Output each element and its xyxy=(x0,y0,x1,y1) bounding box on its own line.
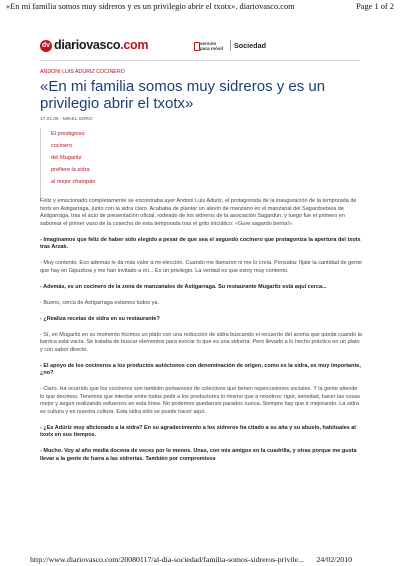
interview-question: - Imaginamos que feliz de haber sido elegido a pesar de que sea el segundo cocinero que protagoniza la apertura del txotx tras Arzak. xyxy=(40,236,361,250)
site-logo-icon[interactable]: dv xyxy=(40,40,52,52)
interview-answer: - Claro. Ha ocurrido que los cocineros son también portavoces de colectivos que tienen repercusiones sociales. Y la gente atiende lo que decimos. Tenemos que intentar entre todos pedir a los productores lo mismo que a nosotros: rigor, seriedad, hacer las cosas mejor y seguir realizando esfuerzos en esta línea. No podemos quedarnos parados nunca. Siempre hay que ir mejorando. La sidra es cultura y es nuestra cultura. Esta sidra sólo se puede hacer aquí. xyxy=(40,386,360,415)
pull-quote xyxy=(40,128,113,200)
pull-quote-line: cocinero xyxy=(51,143,73,149)
site-logo[interactable] xyxy=(54,38,148,52)
mobile-line-1: versión xyxy=(200,41,217,46)
pull-quote-line: prefiere la sidra xyxy=(51,167,90,173)
article-headline: «En mi familia somos muy sidreros y es un privilegio abrir el txotx» xyxy=(40,78,326,112)
interview-question: - ¿Realiza recetas de sidra en su restaurante? xyxy=(40,315,160,322)
article-body xyxy=(40,198,362,472)
phone-icon xyxy=(194,42,200,51)
pull-quote-line: del Mugaritz xyxy=(51,155,82,161)
article-kicker: ANDONI LUIS ADURIZ COCINERO xyxy=(40,69,125,75)
interview-answer: - Muy contento. Eso además le da más valor a mi elección. Cuando me llamaron ni me lo creía. Pensaba: fíjate la cantidad de gente que hay en Gipuzkoa y me han invitado a mí... Es un privilegio. La verdad es que estoy muy contento. xyxy=(40,260,362,274)
interview-question: - ¿Es Adúriz muy aficionado a la sidra? En su agradecimiento a los sidreros ha citado a su aita y su abuelo, habituales al txotx en sus tiempos. xyxy=(40,424,356,438)
interview-question: - Además, es un cocinero de la zona de manzanales de Astigarraga. Su restaurante Mugaritz está aquí cerca... xyxy=(40,283,327,290)
print-footer xyxy=(0,555,400,566)
mobile-line-2: para móvil xyxy=(200,46,223,51)
interview-answer: - Sí, en Mugaritz en su momento hicimos un plato con una reducción de sidra buscando el recuerdo del aroma que queda cuando la barrica está vacía. Se trataba de buscar elementos para evocar lo que es una sidrería. Pero llevado a lo hecho práctico en un plato y con sabor directo. xyxy=(40,331,362,353)
mobile-version-link[interactable] xyxy=(200,41,223,51)
site-header xyxy=(40,38,360,58)
interview-answer: - Mucho. Voy al año media docena de veces por lo menos. Unas, con mis amigos en la cuadrilla, y otras porque me gusta llevar a la gente de fuera a las sidrerías. También por compromisos xyxy=(40,448,357,462)
pull-quote-line: al mejor champán xyxy=(51,179,96,185)
section-divider xyxy=(230,40,231,51)
print-page-number: Page 1 of 2 xyxy=(356,2,394,11)
print-page-title: «En mi familia somos muy sidreros y es un privilegio abrir el txotx». diariovasco.com xyxy=(6,2,295,11)
interview-question: - El apoyo de los cocineros a los productos autóctonos con denominación de origen, como es la sidra, es muy importante, ¿no? xyxy=(40,362,361,376)
pull-quote-line: El prestigioso xyxy=(51,131,85,137)
section-label[interactable]: Sociedad xyxy=(234,41,266,50)
logo-domain: .com xyxy=(120,38,149,52)
header-divider xyxy=(40,60,360,61)
print-date: 24/02/2010 xyxy=(316,555,352,564)
print-header xyxy=(0,0,400,14)
print-url: http://www.diariovasco.com/20080117/al-dia-sociedad/familia-somos-sidreros-privile... xyxy=(30,555,304,564)
interview-answer: - Bueno, cerca de Astigarraga estamos todos ya. xyxy=(40,299,159,306)
logo-name: diariovasco xyxy=(54,38,121,52)
article-paragraph: Feliz y emocionado completamente se encontraba ayer Andoni Luis Aduriz, el protagonista de la inauguración de la temporada de txotx en Astigarraga, junto con la sidra claro. Acababa de plantar un alevín de manzano en el manzanal del Sagardoetxea de Astigarraga, tras el acto de presentación oficial, rodeado de los sidreros de la asociación Sagardun, y luego fue el primero en saborear el primer vaso de la cosecha de esta temporada tras el grito iniciático: «Gure sagardo berria!». xyxy=(40,198,357,227)
article-byline: 17.01.08 - MIKEL SORO xyxy=(40,117,93,122)
